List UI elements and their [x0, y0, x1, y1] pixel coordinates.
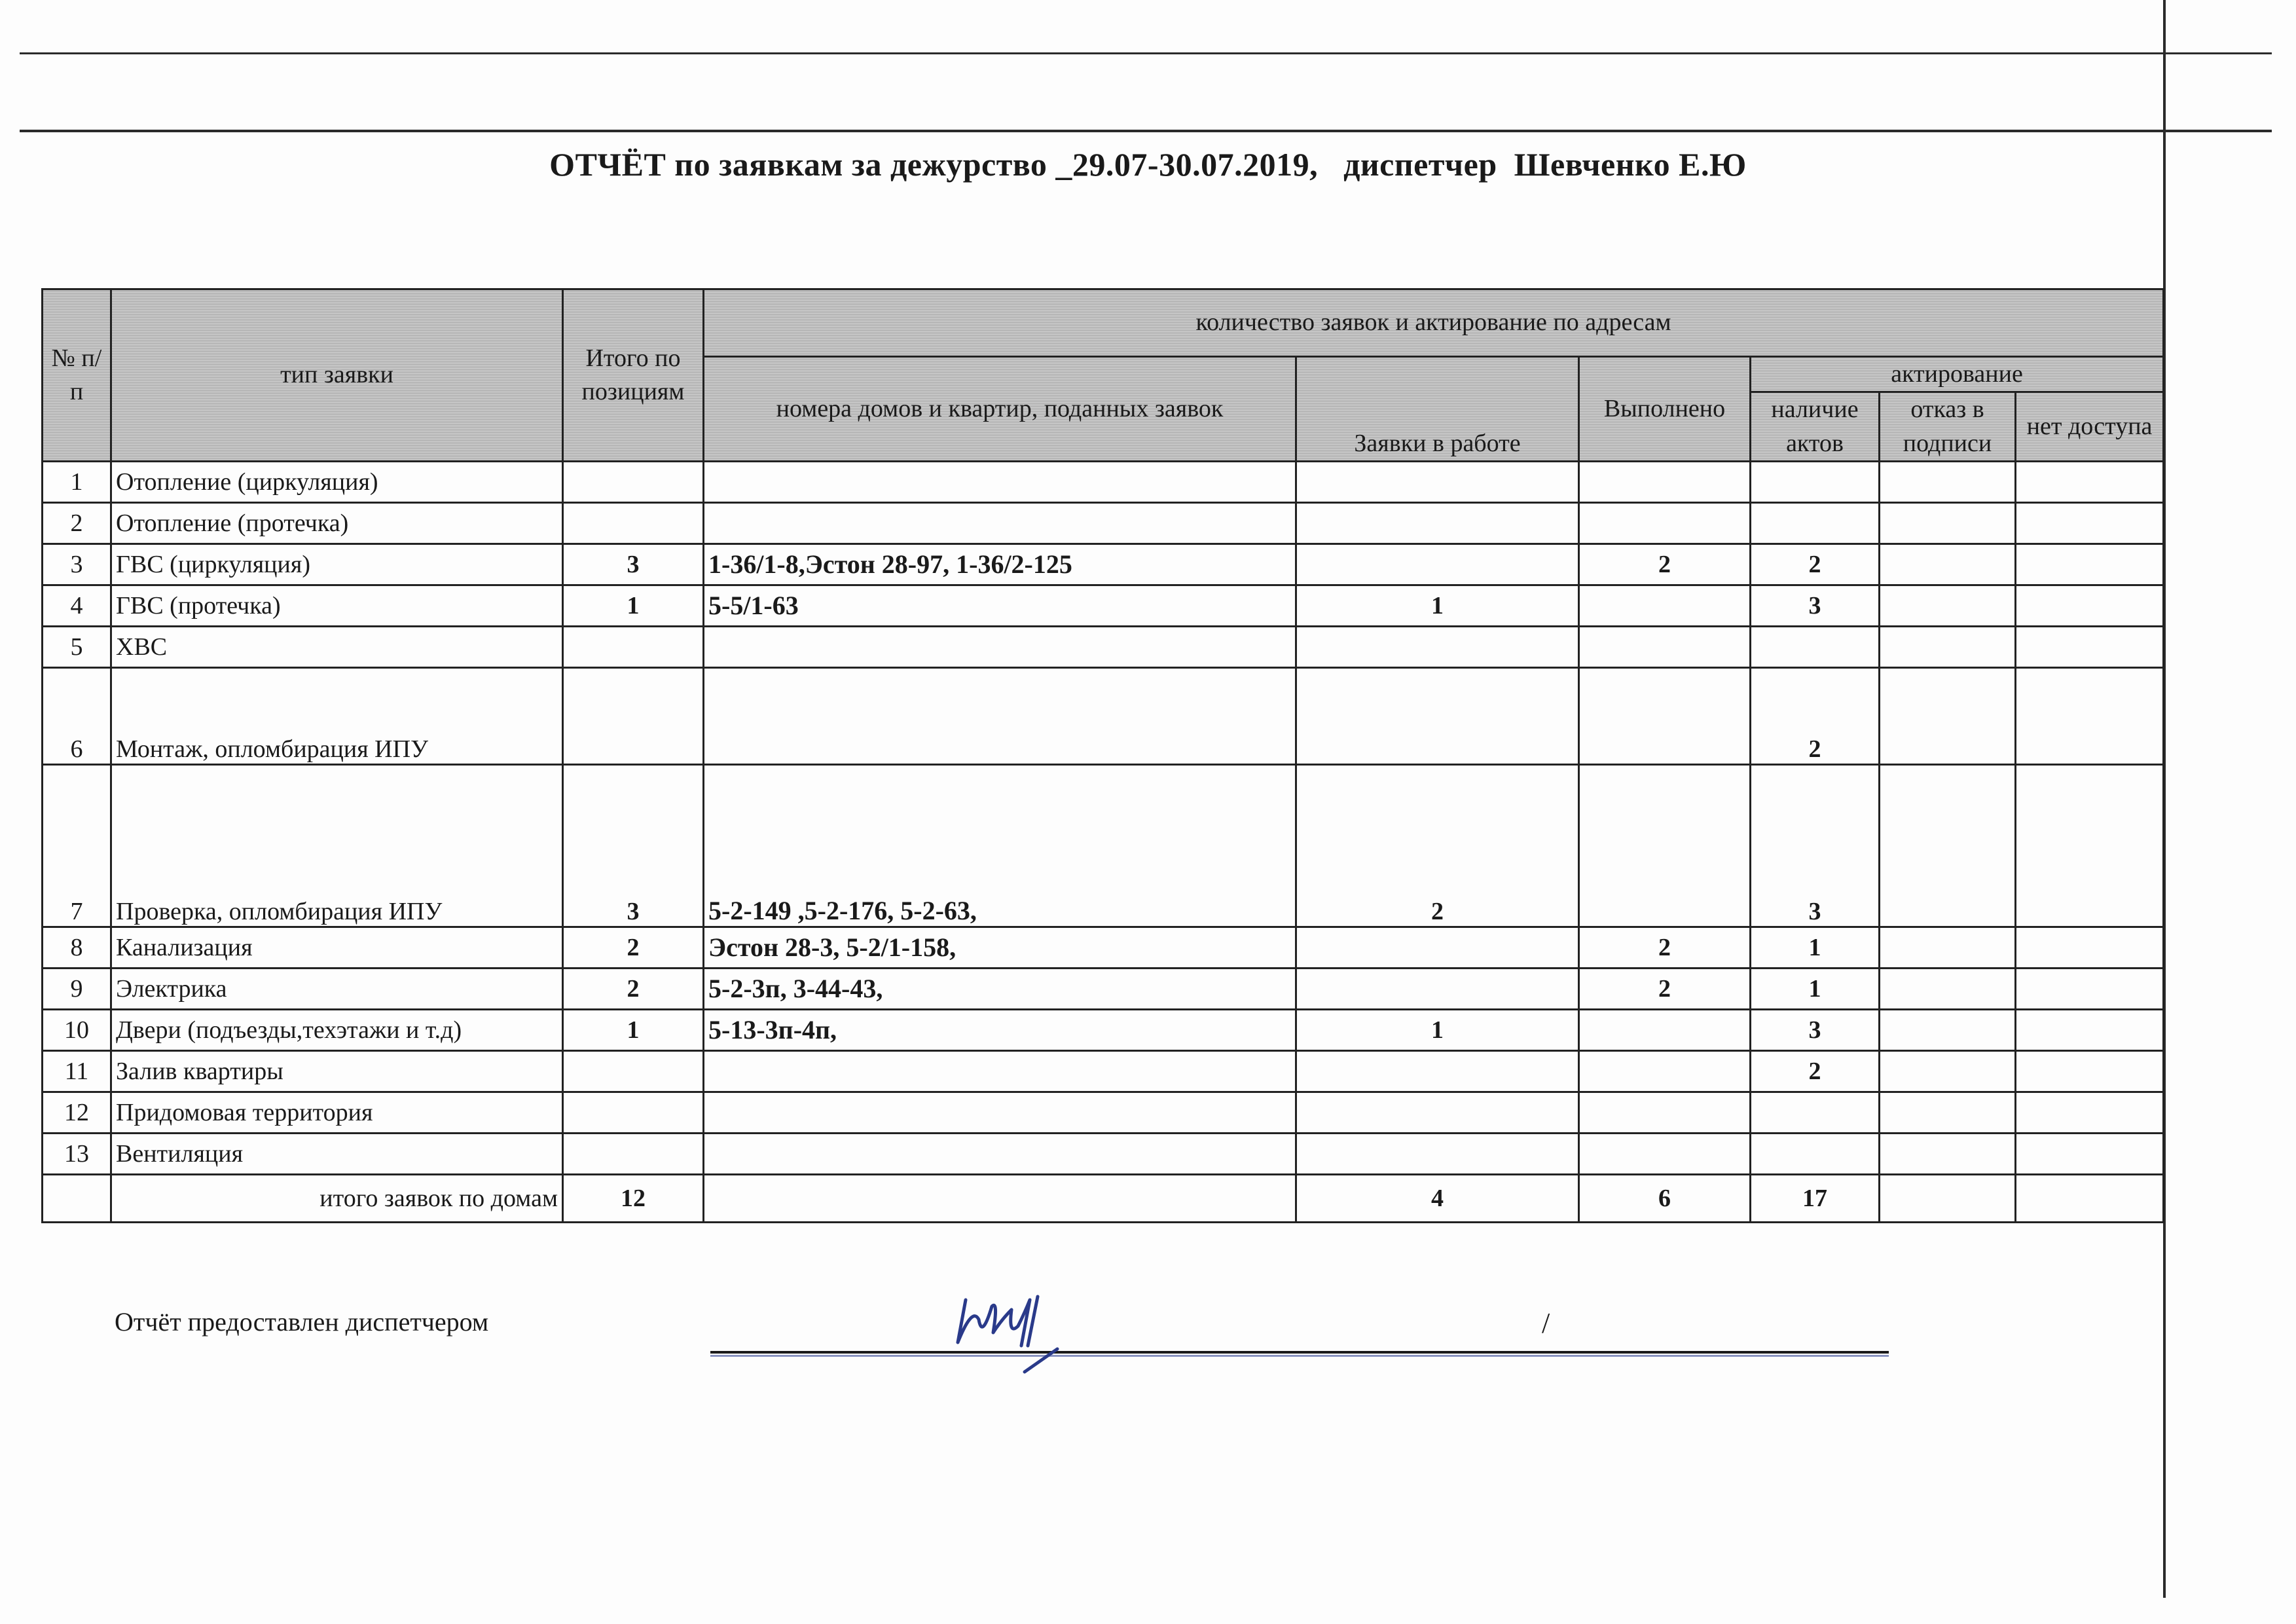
- row-in-work: [1296, 502, 1579, 544]
- row-type: Монтаж, опломбирация ИПУ: [111, 667, 563, 764]
- table-row: [43, 626, 2164, 667]
- totals-done: 6: [1579, 1174, 1751, 1222]
- table-row: [43, 502, 2164, 544]
- row-in-work: [1296, 1092, 1579, 1133]
- row-no-access: [2016, 1092, 2164, 1133]
- row-acts: 3: [1751, 764, 1880, 927]
- row-num: 13: [43, 1133, 111, 1174]
- row-refused: [1880, 764, 2016, 927]
- row-acts: 3: [1751, 1009, 1880, 1050]
- top-rule-2: [20, 130, 2272, 132]
- row-type: Вентиляция: [111, 1133, 563, 1174]
- row-num: 10: [43, 1009, 111, 1050]
- table-row: [43, 1092, 2164, 1133]
- row-refused: [1880, 1133, 2016, 1174]
- row-done: 2: [1579, 544, 1751, 585]
- header-addresses: номера домов и квартир, поданных заявок: [704, 357, 1296, 462]
- row-no-access: [2016, 764, 2164, 927]
- row-in-work: [1296, 544, 1579, 585]
- table-row: [43, 667, 2164, 764]
- row-in-work: 2: [1296, 764, 1579, 927]
- header-in-work: Заявки в работе: [1296, 357, 1579, 462]
- row-done: [1579, 1009, 1751, 1050]
- row-acts: 3: [1751, 585, 1880, 626]
- table-row: [43, 1050, 2164, 1092]
- row-num: 1: [43, 461, 111, 502]
- row-acts: 1: [1751, 927, 1880, 968]
- row-num: 4: [43, 585, 111, 626]
- row-addresses: [704, 1092, 1296, 1133]
- row-acts: 2: [1751, 544, 1880, 585]
- row-in-work: [1296, 1133, 1579, 1174]
- row-total: [563, 626, 704, 667]
- row-no-access: [2016, 667, 2164, 764]
- row-num: 9: [43, 968, 111, 1009]
- row-no-access: [2016, 1133, 2164, 1174]
- row-done: [1579, 461, 1751, 502]
- row-acts: 2: [1751, 1050, 1880, 1092]
- row-num: 12: [43, 1092, 111, 1133]
- header-group: количество заявок и актирование по адресам: [704, 289, 2164, 357]
- header-total: Итого по позициям: [563, 289, 704, 462]
- totals-refused-cell: [1880, 1174, 2016, 1222]
- row-acts: [1751, 502, 1880, 544]
- row-type: Отопление (протечка): [111, 502, 563, 544]
- row-acts: [1751, 1133, 1880, 1174]
- header-type: тип заявки: [111, 289, 563, 462]
- row-type: ГВС (протечка): [111, 585, 563, 626]
- signature-slash: /: [1542, 1307, 1550, 1339]
- signature-image: [953, 1280, 1084, 1378]
- row-total: [563, 1133, 704, 1174]
- row-type: Придомовая территория: [111, 1092, 563, 1133]
- signature-line-tint: [710, 1355, 1889, 1357]
- row-acts: [1751, 626, 1880, 667]
- row-num: 7: [43, 764, 111, 927]
- row-addresses: [704, 461, 1296, 502]
- row-done: [1579, 764, 1751, 927]
- totals-num-cell: [43, 1174, 111, 1222]
- table-row: [43, 764, 2164, 927]
- row-done: [1579, 1133, 1751, 1174]
- row-addresses: [704, 1133, 1296, 1174]
- header-acts-present: наличие актов: [1751, 392, 1880, 462]
- row-refused: [1880, 927, 2016, 968]
- row-done: 2: [1579, 927, 1751, 968]
- row-addresses: 5-2-3п, 3-44-43,: [704, 968, 1296, 1009]
- row-no-access: [2016, 1050, 2164, 1092]
- totals-label: итого заявок по домам: [111, 1174, 563, 1222]
- row-num: 5: [43, 626, 111, 667]
- header-refused: отказ в подписи: [1880, 392, 2016, 462]
- row-total: 3: [563, 764, 704, 927]
- row-addresses: [704, 667, 1296, 764]
- row-total: [563, 667, 704, 764]
- row-total: 2: [563, 968, 704, 1009]
- header-acts-group: актирование: [1751, 357, 2164, 392]
- row-in-work: 1: [1296, 1009, 1579, 1050]
- totals-row: [43, 1174, 2164, 1222]
- row-no-access: [2016, 968, 2164, 1009]
- row-refused: [1880, 968, 2016, 1009]
- row-num: 6: [43, 667, 111, 764]
- report-table: [41, 288, 2164, 1223]
- table-row: [43, 1009, 2164, 1050]
- table-row: [43, 927, 2164, 968]
- row-done: [1579, 1092, 1751, 1133]
- totals-no-access-cell: [2016, 1174, 2164, 1222]
- row-addresses: 5-2-149 ,5-2-176, 5-2-63,: [704, 764, 1296, 927]
- row-type: ГВС (циркуляция): [111, 544, 563, 585]
- row-num: 3: [43, 544, 111, 585]
- row-num: 8: [43, 927, 111, 968]
- page-title: ОТЧЁТ по заявкам за дежурство _29.07-30.07.2019, диспетчер Шевченко Е.Ю: [549, 146, 1747, 183]
- row-done: 2: [1579, 968, 1751, 1009]
- row-type: Электрика: [111, 968, 563, 1009]
- row-addresses: 1-36/1-8,Эстон 28-97, 1-36/2-125: [704, 544, 1296, 585]
- row-total: [563, 1050, 704, 1092]
- row-total: [563, 1092, 704, 1133]
- row-addresses: [704, 626, 1296, 667]
- row-done: [1579, 585, 1751, 626]
- row-addresses: 5-5/1-63: [704, 585, 1296, 626]
- row-in-work: [1296, 461, 1579, 502]
- row-type: ХВС: [111, 626, 563, 667]
- table-row: [43, 461, 2164, 502]
- table-row: [43, 585, 2164, 626]
- row-type: Залив квартиры: [111, 1050, 563, 1092]
- row-done: [1579, 667, 1751, 764]
- row-num: 11: [43, 1050, 111, 1092]
- row-no-access: [2016, 585, 2164, 626]
- row-in-work: 1: [1296, 585, 1579, 626]
- row-done: [1579, 1050, 1751, 1092]
- row-refused: [1880, 585, 2016, 626]
- row-refused: [1880, 461, 2016, 502]
- header-no-access: нет доступа: [2016, 392, 2164, 462]
- row-acts: [1751, 461, 1880, 502]
- row-addresses: [704, 1050, 1296, 1092]
- row-no-access: [2016, 626, 2164, 667]
- top-rule-1: [20, 52, 2272, 54]
- row-refused: [1880, 1092, 2016, 1133]
- row-no-access: [2016, 927, 2164, 968]
- row-no-access: [2016, 502, 2164, 544]
- row-addresses: [704, 502, 1296, 544]
- row-acts: [1751, 1092, 1880, 1133]
- row-no-access: [2016, 1009, 2164, 1050]
- row-type: Проверка, опломбирация ИПУ: [111, 764, 563, 927]
- row-done: [1579, 626, 1751, 667]
- totals-in-work: 4: [1296, 1174, 1579, 1222]
- signature-line: [710, 1351, 1889, 1354]
- row-type: Отопление (циркуляция): [111, 461, 563, 502]
- row-total: [563, 502, 704, 544]
- row-refused: [1880, 502, 2016, 544]
- row-total: 1: [563, 585, 704, 626]
- row-refused: [1880, 1009, 2016, 1050]
- totals-acts: 17: [1751, 1174, 1880, 1222]
- row-acts: 2: [1751, 667, 1880, 764]
- header-done: Выполнено: [1579, 357, 1751, 462]
- header-num: № п/п: [43, 289, 111, 462]
- row-in-work: [1296, 968, 1579, 1009]
- row-total: 3: [563, 544, 704, 585]
- row-done: [1579, 502, 1751, 544]
- row-total: 2: [563, 927, 704, 968]
- row-num: 2: [43, 502, 111, 544]
- row-refused: [1880, 544, 2016, 585]
- row-type: Канализация: [111, 927, 563, 968]
- row-refused: [1880, 667, 2016, 764]
- row-in-work: [1296, 667, 1579, 764]
- table-row: [43, 544, 2164, 585]
- row-acts: 1: [1751, 968, 1880, 1009]
- row-refused: [1880, 626, 2016, 667]
- footer-label: Отчёт предоставлен диспетчером: [115, 1307, 489, 1337]
- row-addresses: 5-13-3п-4п,: [704, 1009, 1296, 1050]
- row-type: Двери (подъезды,техэтажи и т.д): [111, 1009, 563, 1050]
- table-row: [43, 968, 2164, 1009]
- row-addresses: Эстон 28-3, 5-2/1-158,: [704, 927, 1296, 968]
- row-refused: [1880, 1050, 2016, 1092]
- row-in-work: [1296, 927, 1579, 968]
- table-row: [43, 1133, 2164, 1174]
- row-in-work: [1296, 626, 1579, 667]
- row-in-work: [1296, 1050, 1579, 1092]
- totals-addresses-cell: [704, 1174, 1296, 1222]
- row-total: 1: [563, 1009, 704, 1050]
- totals-total: 12: [563, 1174, 704, 1222]
- row-no-access: [2016, 544, 2164, 585]
- row-no-access: [2016, 461, 2164, 502]
- row-total: [563, 461, 704, 502]
